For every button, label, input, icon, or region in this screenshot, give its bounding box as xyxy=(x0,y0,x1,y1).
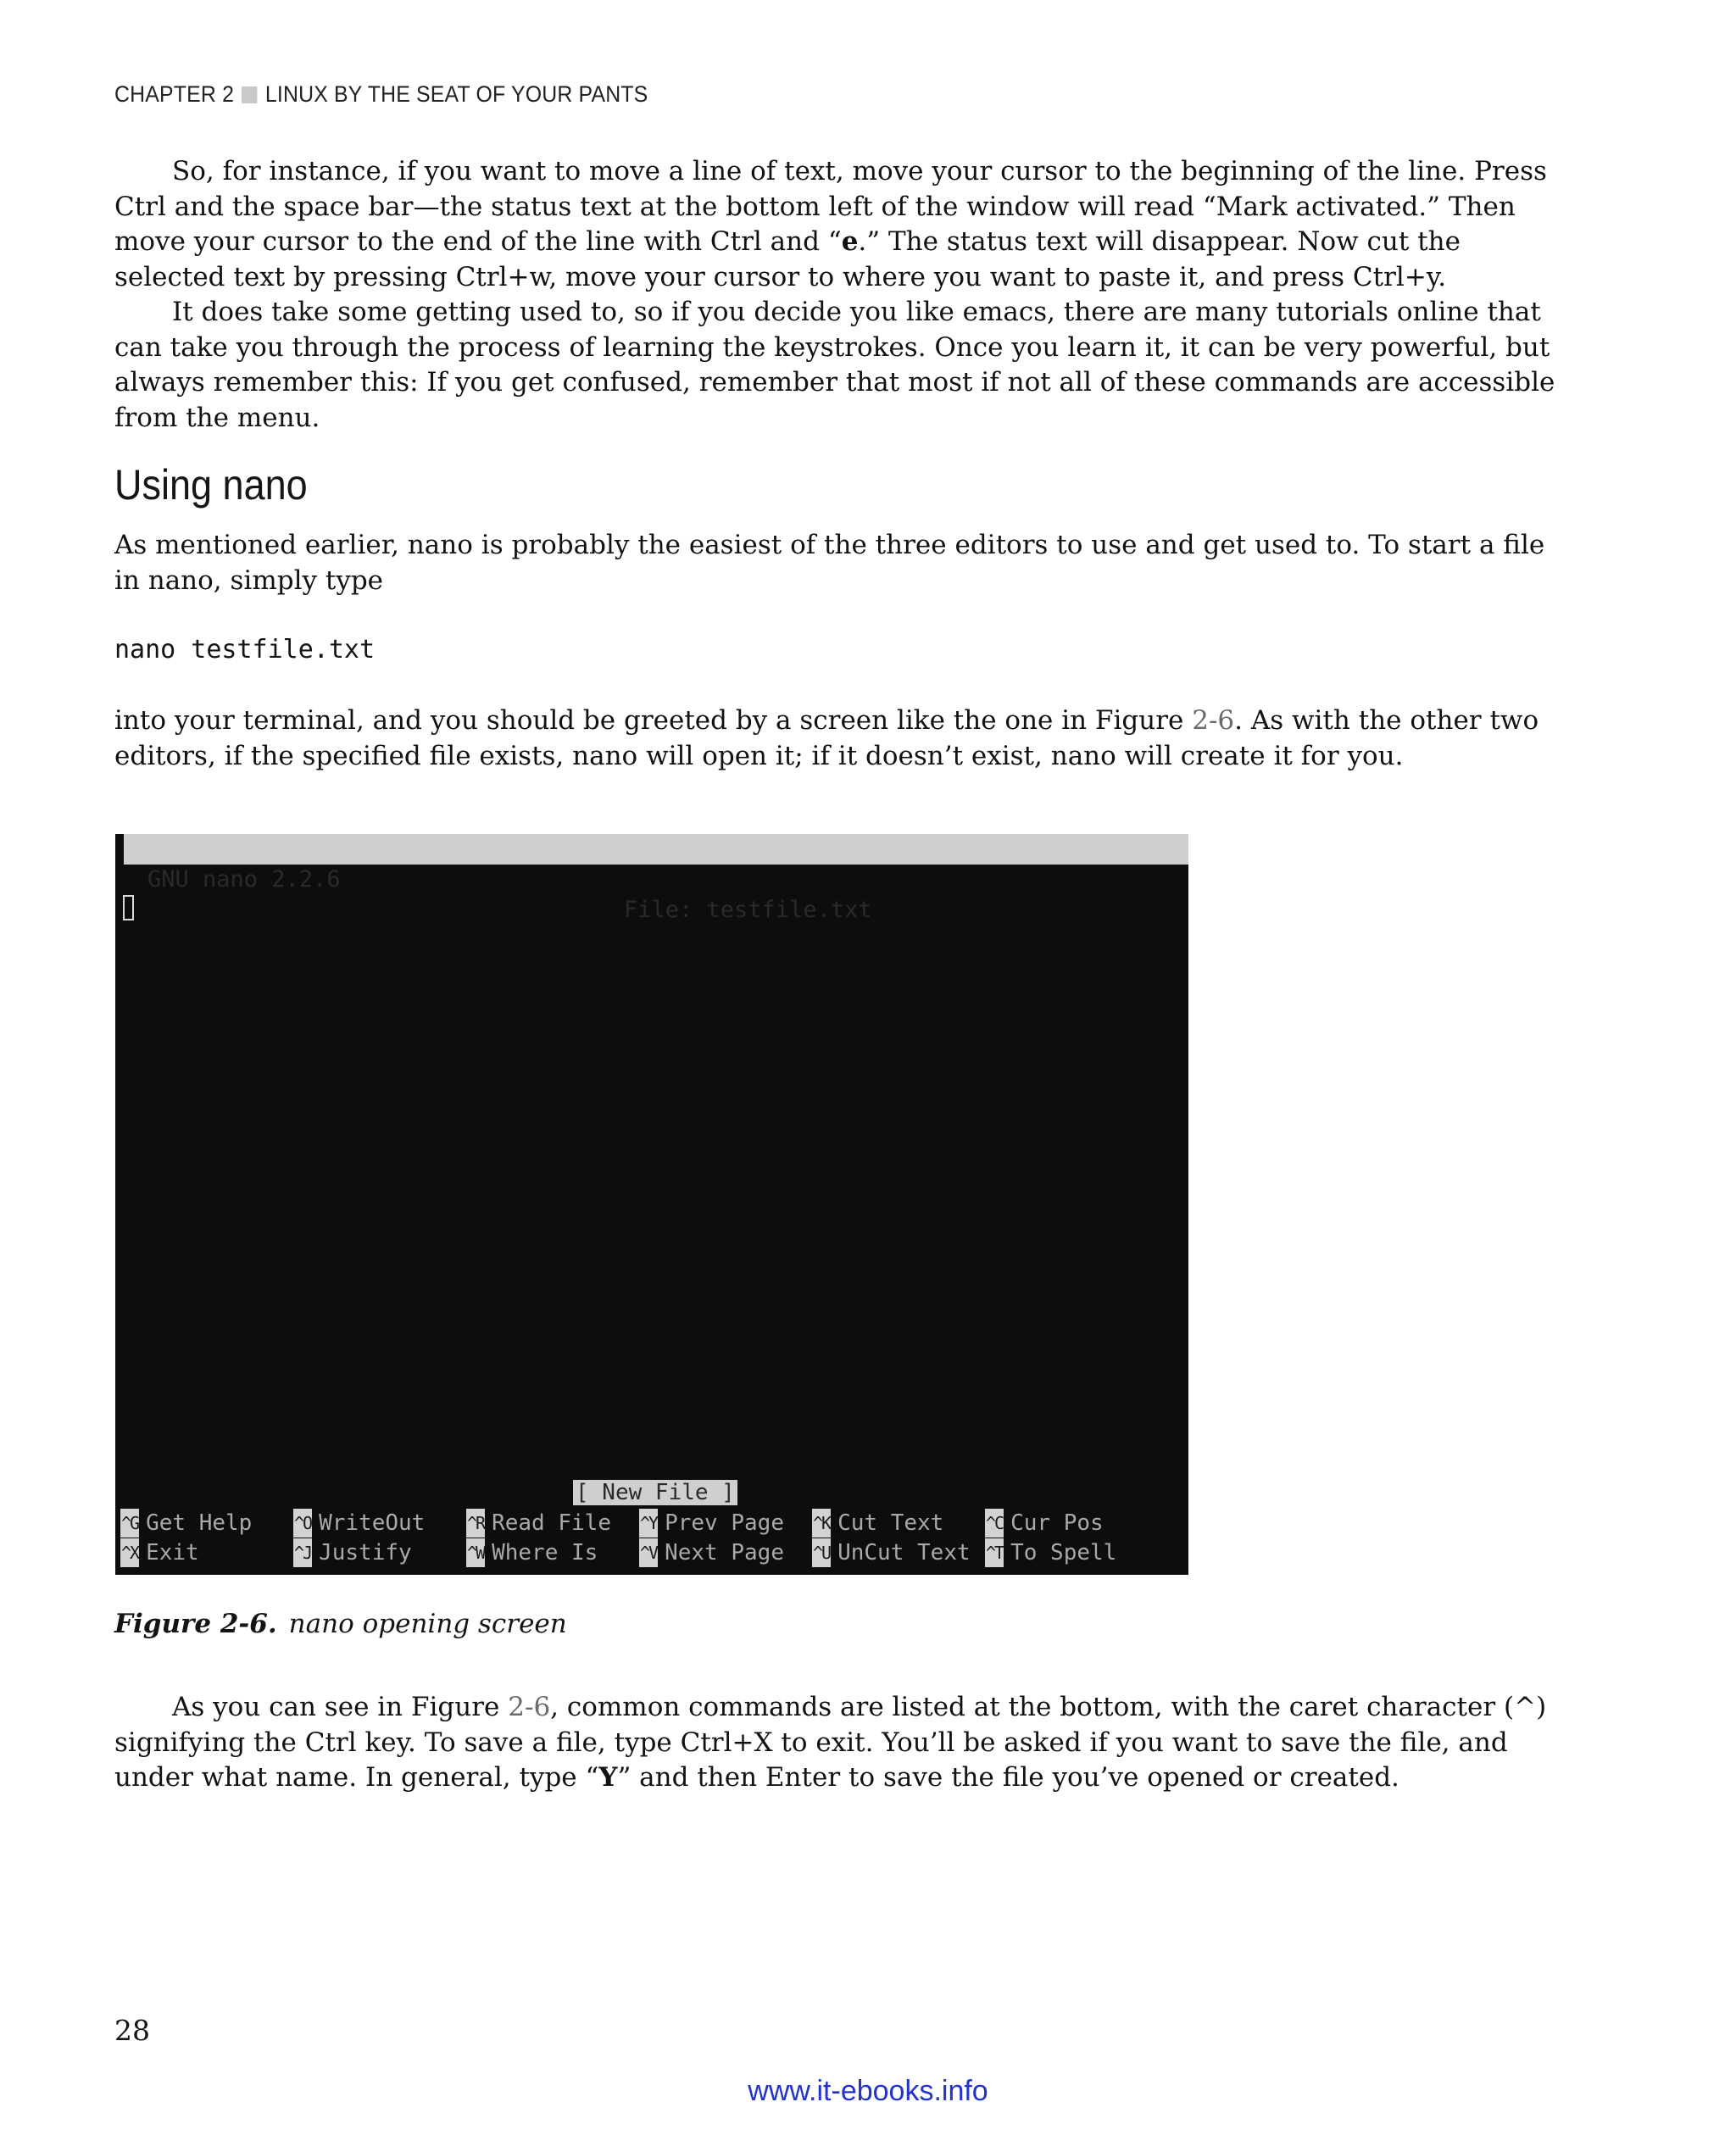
paragraph-nano-intro: As mentioned earlier, nano is probably the easiest of the three editors to use and get used to. To start a file in nano, simply type xyxy=(114,530,1545,596)
paragraph-text: .” The status text will disappear. Now cut the selected text by pressing Ctrl+w, move your cursor to where you want to paste it, and press Ctrl+y. xyxy=(114,226,1461,292)
chapter-title: LINUX BY THE SEAT OF YOUR PANTS xyxy=(264,81,648,107)
shortcut-key: ^K xyxy=(812,1509,831,1538)
nano-filename: File: testfile.txt xyxy=(624,897,872,923)
figure-caption-text: nano opening screen xyxy=(288,1609,567,1639)
shortcut-get-help xyxy=(120,1509,252,1538)
paragraph-text: , common commands are listed at the bottom, with the caret character (^) signifying the Ctrl key. To save a file, type Ctrl+X to exit. You’ll be asked if you want to save the file, and under what name. In general, type “ xyxy=(114,1692,1547,1793)
shortcut-label: Read File xyxy=(492,1510,611,1536)
shortcut-justify xyxy=(293,1538,412,1567)
running-head xyxy=(114,81,648,108)
nano-screenshot-figure xyxy=(115,834,1188,1575)
shortcut-key: ^R xyxy=(466,1509,485,1538)
shortcut-to-spell xyxy=(985,1538,1116,1567)
paragraph-text: As you can see in Figure xyxy=(172,1692,509,1722)
figure-reference-link[interactable]: 2-6 xyxy=(1192,705,1235,736)
shortcut-cut-text xyxy=(812,1509,943,1538)
paragraph-text: ” and then Enter to save the file you’ve opened or created. xyxy=(617,1762,1399,1793)
shortcut-label: Exit xyxy=(146,1540,199,1565)
shortcut-label: To Spell xyxy=(1010,1540,1117,1565)
shortcut-key: ^O xyxy=(293,1509,312,1538)
shortcut-key: ^C xyxy=(985,1509,1004,1538)
code-command: nano testfile.txt xyxy=(114,635,376,665)
bold-key: Y xyxy=(598,1762,618,1793)
shortcut-label: Get Help xyxy=(146,1510,253,1536)
text-cursor xyxy=(123,895,134,920)
shortcut-key: ^V xyxy=(639,1538,658,1567)
shortcut-label: UnCut Text xyxy=(837,1540,971,1565)
paragraph-emacs-tutorials xyxy=(114,295,1555,436)
figure-caption xyxy=(114,1609,567,1639)
shortcut-label: Prev Page xyxy=(665,1510,784,1536)
chapter-label: CHAPTER 2 xyxy=(114,81,235,107)
shortcut-key: ^T xyxy=(985,1538,1004,1567)
shortcut-key: ^J xyxy=(293,1538,312,1567)
shortcut-key: ^U xyxy=(812,1538,831,1567)
shortcut-label: Cur Pos xyxy=(1010,1510,1104,1536)
bold-key: e xyxy=(841,226,859,257)
shortcut-label: WriteOut xyxy=(319,1510,426,1536)
shortcut-key: ^G xyxy=(120,1509,139,1538)
page-number: 28 xyxy=(114,2014,150,2047)
shortcut-label: Where Is xyxy=(492,1540,598,1565)
footer-website-link[interactable]: www.it-ebooks.info xyxy=(748,2075,988,2107)
shortcut-key: ^X xyxy=(120,1538,139,1567)
shortcut-label: Next Page xyxy=(665,1540,784,1565)
shortcut-cur-pos xyxy=(985,1509,1104,1538)
paragraph-text: So, for instance, if you want to move a line of text, move your cursor to the beginning of the line. Press Ctrl and the space bar—the status text at the bottom left of the window will read “Mark activated.” Then move your cursor to the end of the line with Ctrl and “ xyxy=(114,156,1547,257)
shortcut-writeout xyxy=(293,1509,425,1538)
paragraph-nano-greeting xyxy=(114,703,1555,774)
paragraph-mark-text xyxy=(114,154,1555,295)
shortcut-uncut-text xyxy=(812,1538,971,1567)
figure-reference-link[interactable]: 2-6 xyxy=(508,1692,551,1722)
shortcut-next-page xyxy=(639,1538,784,1567)
paragraph-common-commands xyxy=(114,1690,1555,1796)
nano-status-message: [ New File ] xyxy=(573,1480,737,1505)
shortcut-where-is xyxy=(466,1538,598,1567)
paragraph-text: . As with the other two editors, if the specified file exists, nano will open it; if it doesn’t exist, nano will create it for you. xyxy=(114,705,1539,771)
section-heading: Using nano xyxy=(114,461,308,509)
shortcut-label: Justify xyxy=(319,1540,412,1565)
header-separator xyxy=(242,86,257,103)
shortcut-label: Cut Text xyxy=(837,1510,944,1536)
paragraph-text: into your terminal, and you should be greeted by a screen like the one in Figure xyxy=(114,705,1193,736)
nano-title-bar xyxy=(124,834,1188,923)
figure-caption-number: Figure 2-6. xyxy=(114,1609,277,1639)
shortcut-prev-page xyxy=(639,1509,784,1538)
nano-version: GNU nano 2.2.6 xyxy=(147,866,341,893)
paragraph-text: It does take some getting used to, so if you decide you like emacs, there are many tutorials online that can take you through the process of learning the keystrokes. Once you learn it, it can be very powerful, but always remember this: If you get confused, remember that most if not all of these commands are accessible from the menu. xyxy=(114,297,1555,433)
shortcut-key: ^W xyxy=(466,1538,485,1567)
shortcut-read-file xyxy=(466,1509,611,1538)
shortcut-exit xyxy=(120,1538,199,1567)
shortcut-key: ^Y xyxy=(639,1509,658,1538)
